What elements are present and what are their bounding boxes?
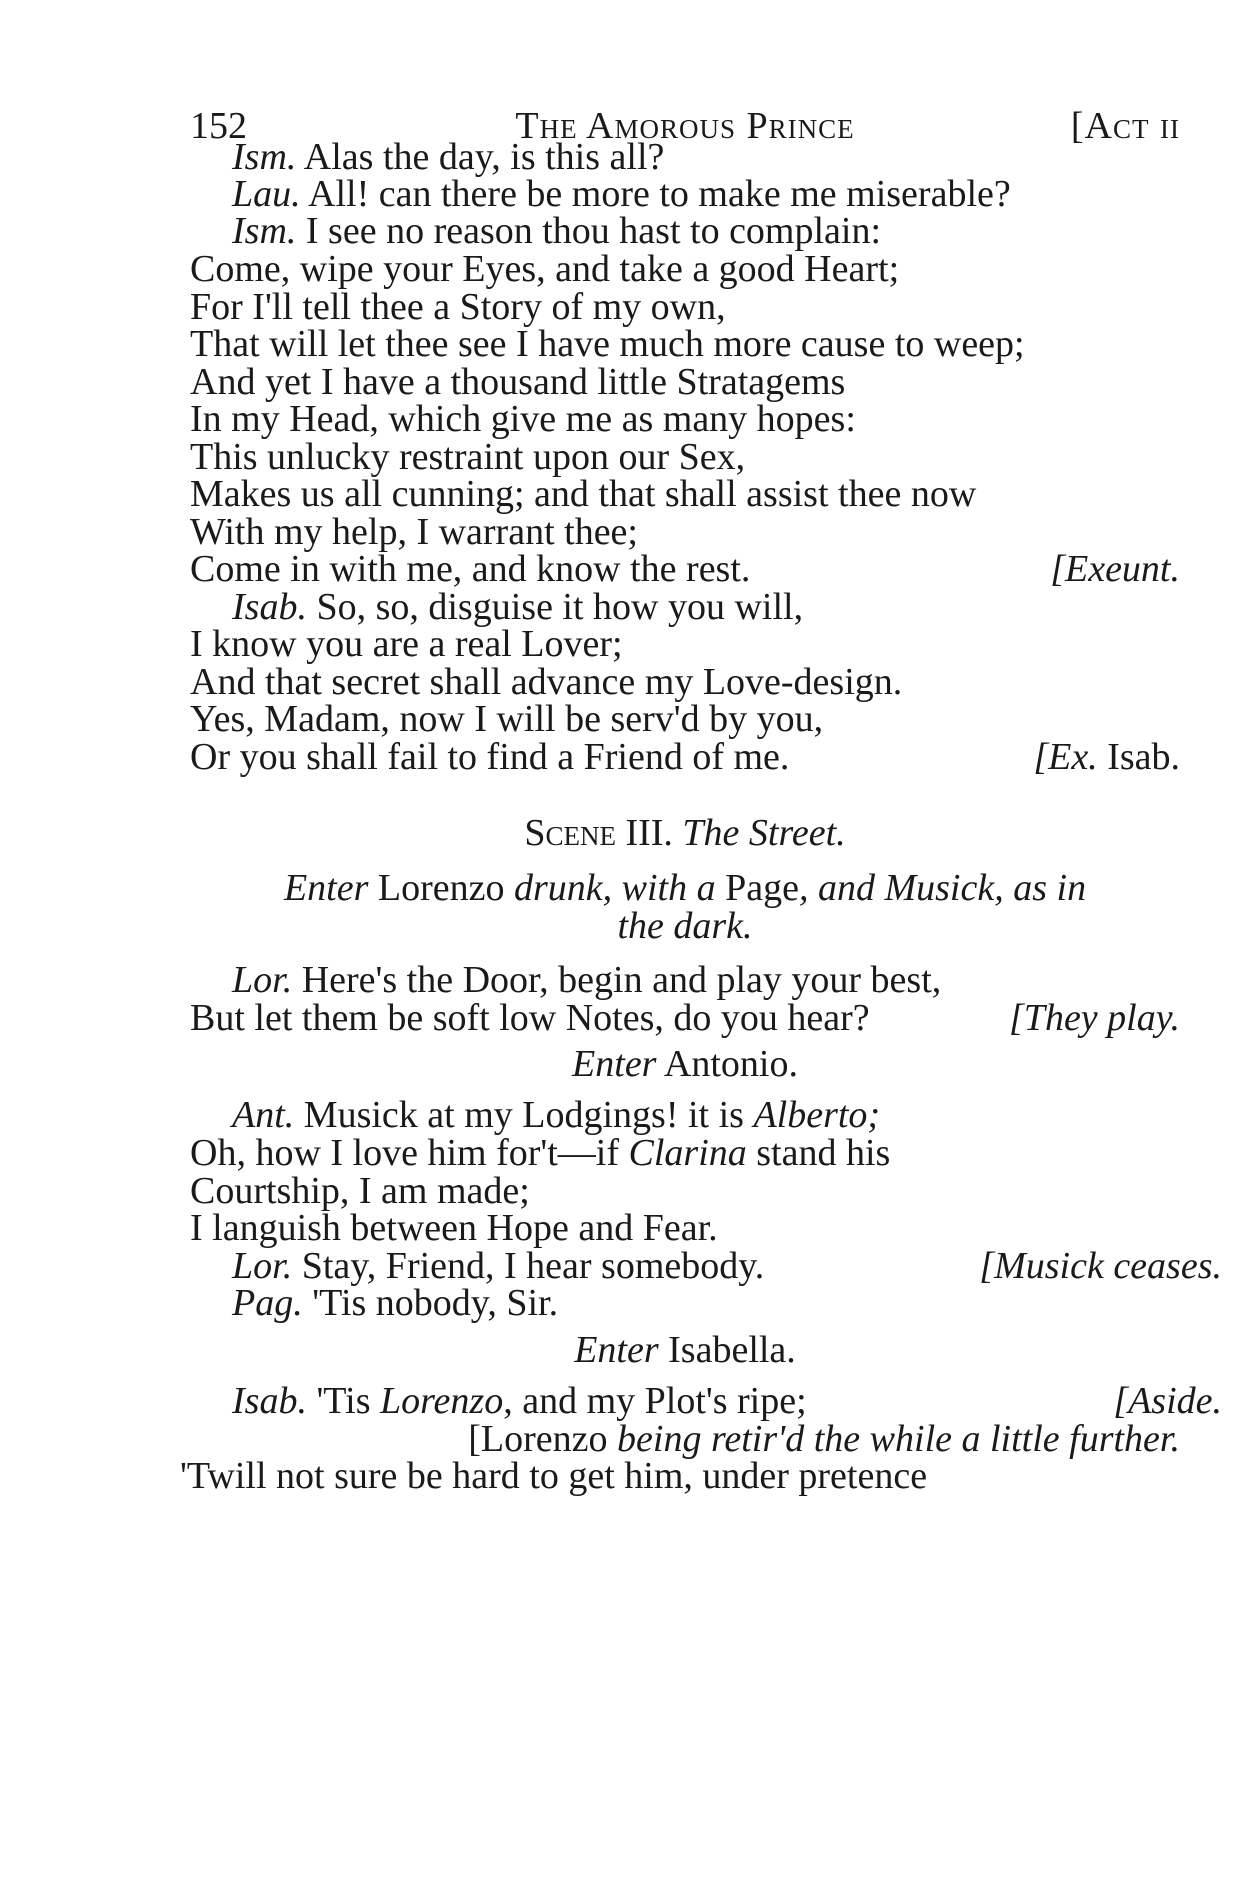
stage-direction: [Musick ceases. (979, 1245, 1222, 1287)
stage-direction: [They play. (1009, 997, 1180, 1039)
verse-line: In my Head, which give me as many hopes: (190, 398, 856, 440)
speaker: Pag. (232, 1282, 303, 1324)
verse-line: Oh, how I love him for't—if Clarina stand his (190, 1132, 891, 1174)
stage-direction: [Aside. (1113, 1380, 1222, 1422)
verse-line: Ism. I see no reason thou hast to complain: (232, 210, 882, 252)
verse-line: With my help, I warrant thee; (190, 511, 638, 553)
speaker: Lor. (232, 1245, 293, 1287)
running-title: The Amorous Prince (515, 105, 855, 147)
verse-line: Yes, Madam, now I will be serv'd by you, (190, 698, 824, 740)
verse-line: And that secret shall advance my Love-design. (190, 661, 903, 703)
verse-line: Courtship, I am made; (190, 1170, 530, 1212)
verse-line: Come, wipe your Eyes, and take a good Heart; (190, 248, 900, 290)
verse-line: 'Twill not sure be hard to get him, under pretence (180, 1455, 928, 1497)
verse-line: Isab. 'Tis Lorenzo, and my Plot's ripe; [Aside. (232, 1380, 1222, 1422)
stage-direction: [Ex. Isab. (1033, 736, 1180, 778)
verse-line: But let them be soft low Notes, do you hear? [They play. (190, 997, 1180, 1039)
verse-line: Lor. Stay, Friend, I hear somebody. [Musick ceases. (232, 1245, 1222, 1287)
speaker: Ism. (232, 136, 297, 178)
page-number: 152 (190, 105, 247, 147)
verse-line: Ism. Alas the day, is this all? (232, 136, 665, 178)
stage-direction-enter: the dark. (617, 905, 753, 947)
book-page: 152 The Amorous Prince [Act ii Ism. Alas the day, is this all? Lau. All! can there be more to make me miserable? Ism. I see no reason thou hast to complain: Come, wipe your Eyes, and take a good Heart; For I'll tell thee a Story of my own, That will let thee see I have much more cause to weep; And yet I have a thousand little Stratagems In my Head, which give me as many hopes: This unlucky restraint upon our Sex, Makes us all cunning; and that shall assist thee now With my help, I warrant thee; Come in with me, and know the rest. [Exeunt. Isab. So, so, disguise it how you will, I know you are a real Lover; And that secret shall advance my Love-design. Yes, Madam, now I will be serv'd by you, Or you shall fail to find a Friend of me. [Ex. Isab. Scene III. The Street. Enter Lorenzo drunk, with a Page, and Musick, as in the dark. Lor. Here's the Door, begin and play your best, But let them be soft low Notes, do you hear? [They play. Enter Antonio. Ant. Musick at my Lodgings! it is Alberto; Oh, how I love him for't—if Clarina stand his Courtship, I am made; I languish between Hope and Fear. Lor. Stay, Friend, I hear somebody. [Musick ceases. Pag. 'Tis nobody, Sir. Enter Isabella. Isab. 'Tis Lorenzo, and my Plot's ripe; [Aside. [Lorenzo being retir'd the while a little further. 'Twill not sure be hard to get him, under pretence (180, 105, 1222, 1497)
verse-line: This unlucky restraint upon our Sex, (190, 436, 746, 478)
stage-direction: [Exeunt. (1050, 548, 1180, 590)
verse-line: Or you shall fail to find a Friend of me. [Ex. Isab. (190, 736, 1180, 778)
speaker: Ism. (232, 210, 297, 252)
stage-direction-enter: Enter Lorenzo drunk, with a Page, and Musick, as in (283, 867, 1087, 909)
verse-line: And yet I have a thousand little Stratagems (190, 361, 846, 403)
verse-line: Lor. Here's the Door, begin and play your best, (232, 959, 942, 1001)
verse-line: For I'll tell thee a Story of my own, (190, 286, 726, 328)
speaker: Isab. (232, 586, 307, 628)
verse-line: Ant. Musick at my Lodgings! it is Alberto; (232, 1094, 881, 1136)
verse-line: I languish between Hope and Fear. (190, 1207, 718, 1249)
act-marker: [Act ii (1070, 105, 1180, 147)
verse-line: Pag. 'Tis nobody, Sir. (232, 1282, 559, 1324)
verse-line: Makes us all cunning; and that shall assist thee now (190, 473, 977, 515)
stage-direction-enter: Enter Isabella. (574, 1329, 796, 1371)
verse-line: I know you are a real Lover; (190, 623, 623, 665)
stage-direction-enter: Enter Antonio. (572, 1043, 798, 1085)
verse-line: Come in with me, and know the rest. [Exeunt. (190, 548, 1180, 590)
speaker: Isab. (232, 1380, 307, 1422)
verse-line: That will let thee see I have much more cause to weep; (190, 323, 1025, 365)
speaker: Ant. (232, 1094, 295, 1136)
verse-line: Lau. All! can there be more to make me miserable? (232, 173, 1011, 215)
speaker: Lor. (232, 959, 293, 1001)
scene-heading: Scene III. The Street. (524, 812, 846, 854)
speaker: Lau. (232, 173, 301, 215)
verse-line: Isab. So, so, disguise it how you will, (232, 586, 804, 628)
